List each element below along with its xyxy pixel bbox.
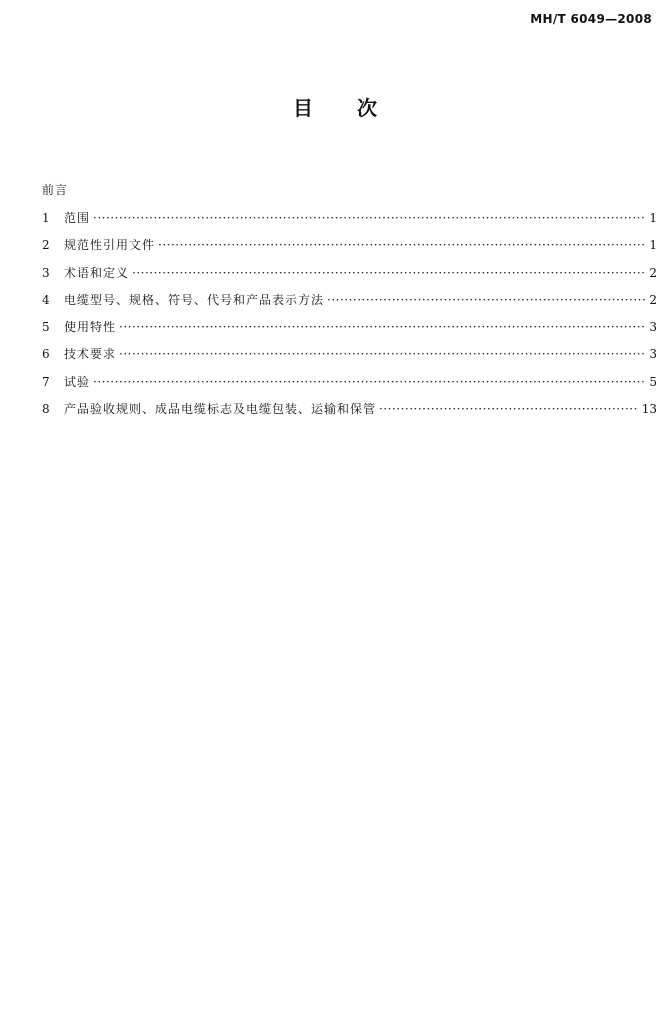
toc-entry-label: 使用特性	[64, 320, 117, 335]
toc-entry[interactable]	[42, 290, 657, 310]
toc-entry-label: 产品验收规则、成品电缆标志及电缆包装、运输和保管	[64, 402, 377, 417]
page-title-part1: 目	[293, 96, 313, 120]
toc-entry-number: 7	[42, 374, 50, 389]
toc-entry-page: 3	[649, 347, 657, 362]
toc-entry[interactable]	[42, 399, 657, 419]
page-title	[0, 92, 670, 121]
toc-entry-page: 1	[649, 211, 657, 225]
page-title-part2: 次	[357, 96, 377, 120]
toc-entry-label: 试验	[64, 374, 91, 389]
toc-entry-label: 范围	[64, 211, 91, 225]
toc-entry[interactable]	[42, 208, 657, 228]
toc-entry-label: 术语和定义	[64, 265, 130, 280]
toc-entry-label: 规范性引用文件	[64, 238, 156, 253]
toc-entry-page: 5	[649, 374, 657, 389]
toc-entry[interactable]	[42, 344, 657, 364]
toc-entry-number: 8	[42, 402, 50, 417]
dot-leader	[119, 317, 646, 337]
toc-entry-number: 6	[42, 347, 50, 362]
toc-entry-number: 1	[42, 211, 50, 225]
toc-entry-page: 2	[649, 292, 657, 307]
dot-leader	[132, 263, 646, 283]
toc-entry-page: 2	[649, 265, 657, 280]
dot-leader	[93, 208, 646, 228]
toc-entry-number: 2	[42, 238, 50, 253]
dot-leader	[327, 290, 646, 310]
toc-entry-label: 技术要求	[64, 347, 117, 362]
toc-entry-number: 4	[42, 292, 50, 307]
toc-entry-page: 13	[641, 402, 657, 417]
table-of-contents	[42, 180, 657, 426]
toc-entry[interactable]	[42, 263, 657, 283]
dot-leader	[158, 235, 646, 255]
toc-entry[interactable]	[42, 372, 657, 392]
standard-code: MH/T 6049—2008	[530, 12, 652, 26]
toc-entry-page: 1	[649, 238, 657, 253]
toc-entry[interactable]	[42, 235, 657, 255]
toc-entry-number: 5	[42, 320, 50, 335]
toc-entry-number: 3	[42, 265, 50, 280]
dot-leader	[93, 372, 646, 392]
dot-leader	[379, 399, 639, 419]
toc-foreword[interactable]: 前言	[42, 183, 69, 197]
toc-entry-label: 电缆型号、规格、符号、代号和产品表示方法	[64, 292, 325, 307]
toc-entry[interactable]	[42, 317, 657, 337]
toc-entry-page: 3	[649, 320, 657, 335]
dot-leader	[119, 344, 646, 364]
